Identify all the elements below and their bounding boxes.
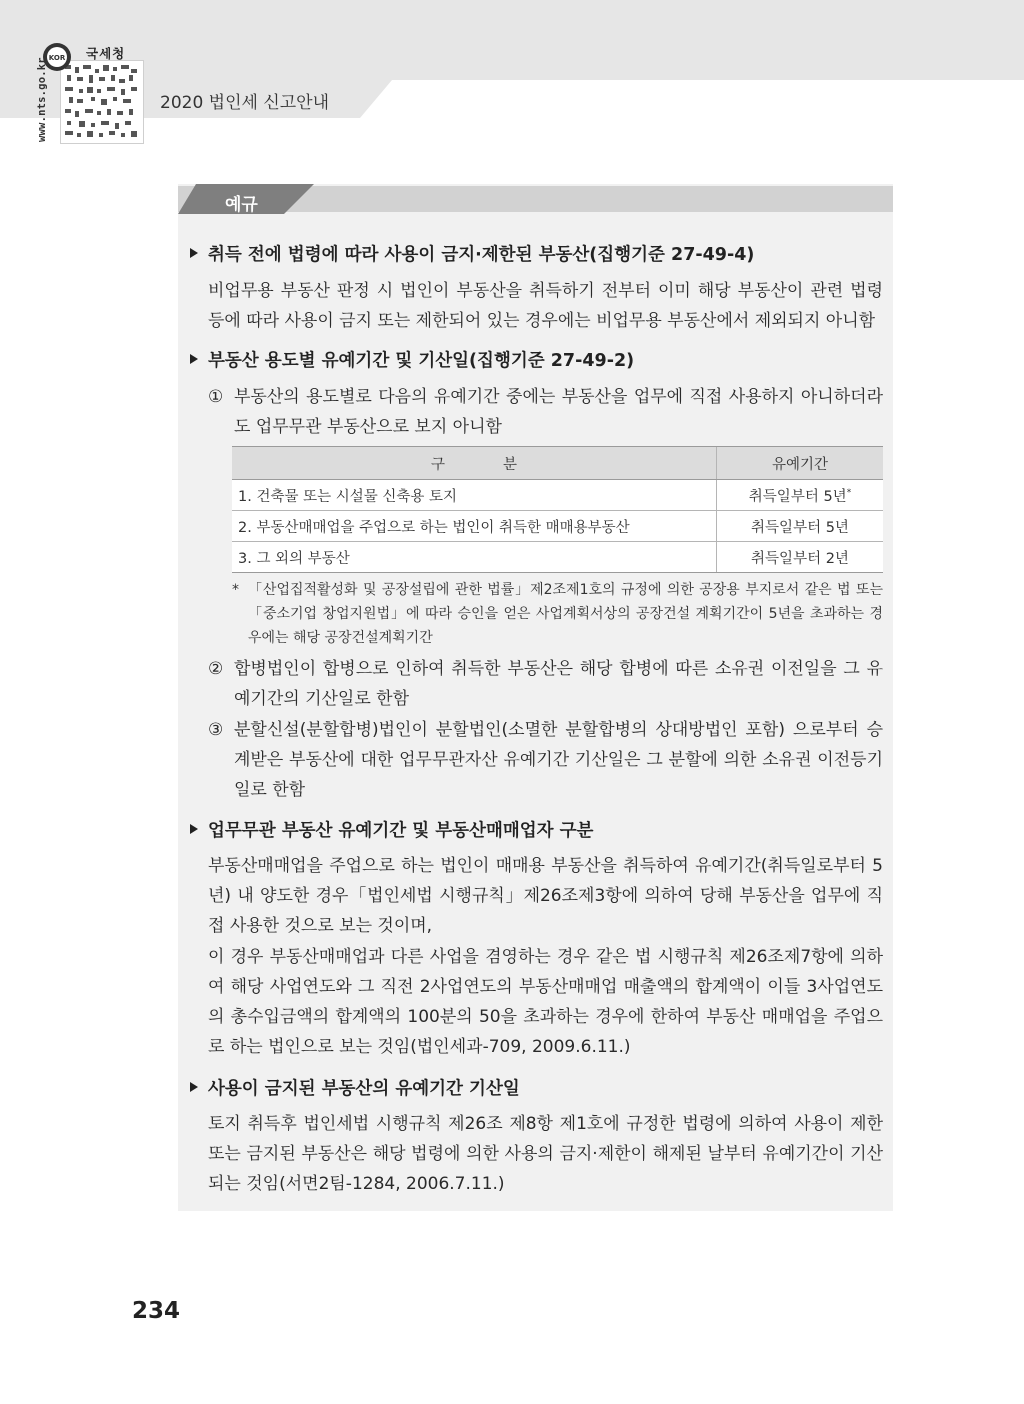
book-title: 2020 법인세 신고안내 — [160, 93, 330, 113]
table-row — [232, 480, 883, 511]
yegyu-header-bar — [178, 184, 893, 214]
section-3-heading-text: 업무무관 부동산 유예기간 및 부동산매매업자 구분 — [208, 821, 594, 841]
triangle-bullet-icon — [190, 248, 198, 258]
header-background — [0, 0, 1024, 118]
list-item — [208, 654, 883, 714]
table-cell-category: 2. 부동산매매업을 주업으로 하는 법인이 취득한 매매용부동산 — [232, 511, 717, 542]
table-cell-period — [717, 480, 884, 511]
section-1-heading — [190, 241, 754, 266]
section-3-heading — [190, 817, 593, 842]
section-4-body: 토지 취득후 법인세법 시행규칙 제26조 제8항 제1호에 규정한 법령에 의하여 사용이 제한 또는 금지된 부동산은 해당 법령에 의한 사용의 금지·제한이 해제된 날부터 유예기간이 기산되는 것임(서면2팀-1284, 2006.7.11.) — [208, 1114, 883, 1194]
table-header-row — [232, 447, 883, 480]
table-row — [232, 542, 883, 573]
list-item — [208, 715, 883, 805]
footnote-star: * — [232, 582, 239, 598]
org-name: 국세청 — [86, 46, 126, 61]
table-footnote — [232, 578, 883, 650]
table-row — [232, 511, 883, 542]
section-4-heading — [190, 1075, 520, 1100]
item-text: 분할신설(분할합병)법인이 분할법인(소멸한 분할합병의 상대방법인 포함) 으로부터 승계받은 부동산에 대한 업무무관자산 유예기간 기산일은 그 분할에 의한 소유권 이전등기일로 한함 — [234, 720, 883, 800]
triangle-bullet-icon — [190, 354, 198, 364]
footnote-text: 「산업집적활성화 및 공장설립에 관한 법률」제2조제1호의 규정에 의한 공장용 부지로서 같은 법 또는「중소기업 창업지원법」에 따라 승인을 얻은 사업계획서상의 공장건설 계획기간이 5년을 초과하는 경우에는 해당 공장건설계획기간 — [248, 582, 883, 646]
section-1-heading-text: 취득 전에 법령에 따라 사용이 금지·제한된 부동산(집행기준 27-49-4) — [208, 245, 755, 265]
header-band — [0, 0, 1024, 118]
triangle-bullet-icon — [190, 824, 198, 834]
period-value: 취득일부터 5년 — [748, 488, 847, 505]
section-4-heading-text: 사용이 금지된 부동산의 유예기간 기산일 — [208, 1079, 520, 1099]
item-number: ② — [208, 659, 224, 679]
footnote-mark: * — [846, 487, 852, 498]
section-2-heading — [190, 347, 634, 372]
item-text: 합병법인이 합병으로 인하여 취득한 부동산은 해당 합병에 따른 소유권 이전일을 그 유예기간의 기산일로 한함 — [234, 659, 883, 709]
item-number: ③ — [208, 720, 224, 740]
table-cell-category: 1. 건축물 또는 시설물 신축용 토지 — [232, 480, 717, 511]
table-header-period: 유예기간 — [717, 447, 884, 480]
section-2-heading-text: 부동산 용도별 유예기간 및 기산일(집행기준 27-49-2) — [208, 351, 635, 371]
kor-logo-text: KOR — [48, 54, 66, 62]
item-number: ① — [208, 387, 224, 407]
qr-code — [60, 60, 144, 144]
table-cell-period: 취득일부터 5년 — [717, 511, 884, 542]
item-text: 부동산의 용도별로 다음의 유예기간 중에는 부동산을 업무에 직접 사용하지 아니하더라도 업무무관 부동산으로 보지 아니함 — [234, 387, 883, 437]
yegyu-label: 예규 — [225, 195, 258, 215]
page-number: 234 — [132, 1298, 181, 1324]
section-3-body-1: 부동산매매업을 주업으로 하는 법인이 매매용 부동산을 취득하여 유예기간(취득일로부터 5년) 내 양도한 경우「법인세법 시행규칙」제26조제3항에 의하여 당해 부동산을 업무에 직접 사용한 것으로 보는 것이며, — [208, 856, 883, 936]
table-cell-period: 취득일부터 2년 — [717, 542, 884, 573]
section-3-body-2: 이 경우 부동산매매업과 다른 사업을 겸영하는 경우 같은 법 시행규칙 제26조제7항에 의하여 해당 사업연도와 그 직전 2사업연도의 부동산매매업 매출액의 합계액이 이들 3사업연도의 총수입금액의 합계액의 100분의 50을 초과하는 경우에 한하여 부동산 매매업을 주업으로 하는 법인으로 보는 것임(법인세과-709, 2009.6.11.) — [208, 947, 883, 1057]
triangle-bullet-icon — [190, 1082, 198, 1092]
site-url: www.nts.go.kr — [36, 57, 48, 142]
table-header-category: 구 분 — [232, 447, 717, 480]
grace-period-table — [232, 446, 883, 573]
table-cell-category: 3. 그 외의 부동산 — [232, 542, 717, 573]
list-item — [208, 382, 883, 442]
section-1-body: 비업무용 부동산 판정 시 법인이 부동산을 취득하기 전부터 이미 해당 부동산이 관련 법령 등에 따라 사용이 금지 또는 제한되어 있는 경우에는 비업무용 부동산에서 제외되지 아니함 — [208, 281, 883, 331]
